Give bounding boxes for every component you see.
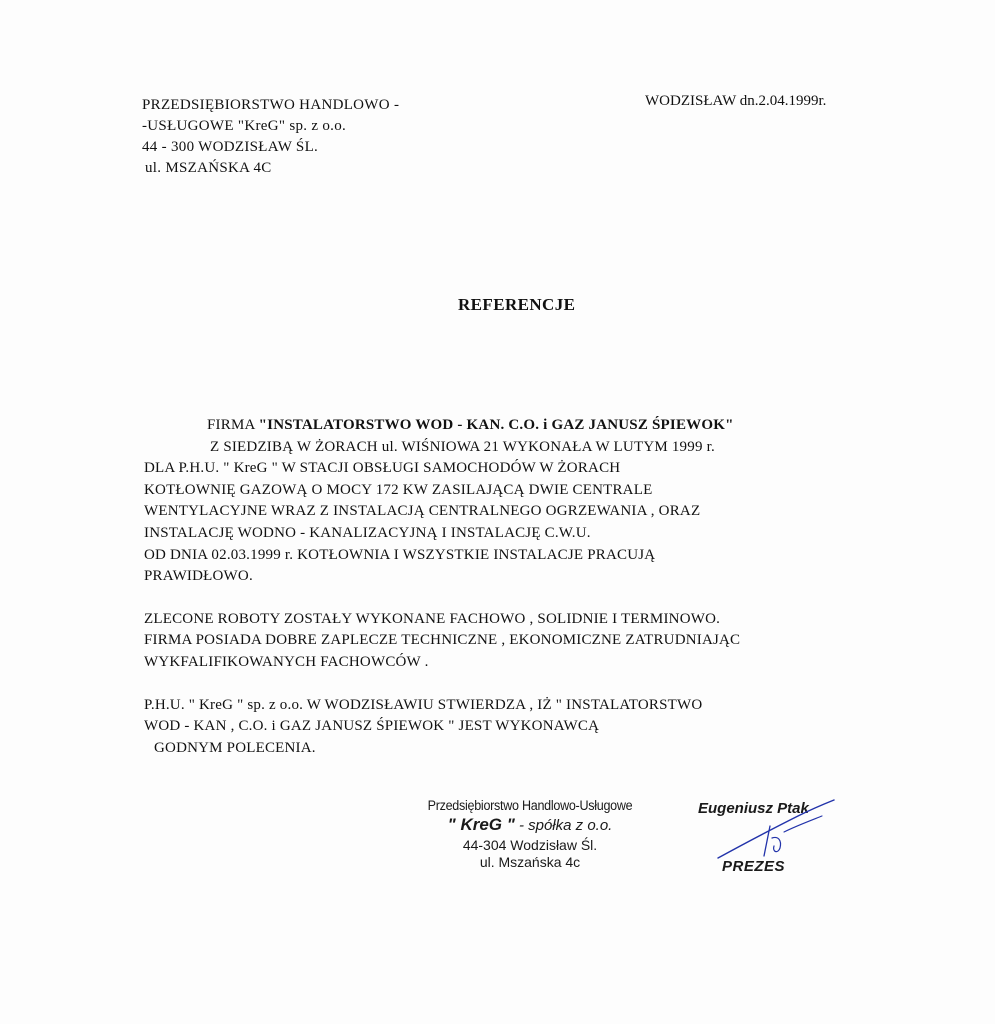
stamp-line-4: ul. Mszańska 4c — [479, 854, 581, 870]
sender-line-1: PRZEDSIĘBIORSTWO HANDLOWO - — [142, 97, 400, 113]
stamp-company-type: - spółka z o.o. — [514, 817, 613, 834]
body-p1-line: OD DNIA 02.03.1999 r. KOTŁOWNIA I WSZYSTKIE INSTALACJE PRACUJĄ — [144, 546, 656, 563]
body-p2-line: ZLECONE ROBOTY ZOSTAŁY WYKONANE FACHOWO , SOLIDNIE I TERMINOWO. — [144, 610, 721, 627]
body-p1-line: INSTALACJĘ WODNO - KANALIZACYJNĄ I INSTALACJĘ C.W.U. — [144, 524, 591, 541]
sender-address — [142, 95, 399, 179]
body-p1-line: KOTŁOWNIĘ GAZOWĄ O MOCY 172 KW ZASILAJĄCĄ DWIE CENTRALE — [144, 481, 653, 498]
letter-date: WODZISŁAW dn.2.04.1999r. — [645, 93, 827, 109]
body-p2-line: FIRMA POSIADA DOBRE ZAPLECZE TECHNICZNE , EKONOMICZNE ZATRUDNIAJĄC — [144, 632, 741, 649]
body-p2-line: WYKFALIFIKOWANYCH FACHOWCÓW . — [144, 653, 429, 670]
firm-prefix: FIRMA — [207, 417, 259, 433]
signatory-name: Eugeniusz Ptak — [698, 800, 809, 817]
stamp-line-3: 44-304 Wodzisław Śl. — [462, 837, 598, 853]
sender-line-4: ul. MSZAŃSKA 4C — [145, 160, 272, 176]
body-p3-line: GODNYM POLECENIA. — [154, 739, 316, 756]
stamp-line-1: Przedsiębiorstwo Handlowo-Usługowe — [427, 798, 633, 813]
firm-name: "INSTALATORSTWO WOD - KAN. C.O. i GAZ JANUSZ ŚPIEWOK" — [258, 417, 734, 433]
body-p3-line: P.H.U. " KreG " sp. z o.o. W WODZISŁAWIU STWIERDZA , IŻ " INSTALATORSTWO — [144, 696, 703, 713]
firm-intro-line — [144, 415, 740, 437]
document-title: REFERENCJE — [458, 295, 576, 314]
body-p3-line: WOD - KAN , C.O. i GAZ JANUSZ ŚPIEWOK " JEST WYKONAWCĄ — [144, 718, 600, 735]
body-p1-line: DLA P.H.U. " KreG " W STACJI OBSŁUGI SAMOCHODÓW W ŻORACH — [144, 460, 621, 477]
body-p1-line: PRAWIDŁOWO. — [144, 568, 253, 585]
letter-body — [144, 415, 740, 759]
signatory-role: PREZES — [722, 858, 786, 875]
handwritten-signature — [700, 796, 850, 876]
body-p1-line: WENTYLACYJNE WRAZ Z INSTALACJĄ CENTRALNEGO OGRZEWANIA , ORAZ — [144, 503, 701, 520]
body-p1-line: Z SIEDZIBĄ W ŻORACH ul. WIŚNIOWA 21 WYKONAŁA W LUTYM 1999 r. — [210, 438, 715, 455]
sender-line-2: -USŁUGOWE "KreG" sp. z o.o. — [142, 118, 347, 134]
stamp-company-name: " KreG " — [447, 815, 515, 834]
company-stamp — [410, 798, 650, 870]
sender-line-3: 44 - 300 WODZISŁAW ŚL. — [142, 139, 319, 155]
stamp-line-2 — [410, 815, 650, 835]
